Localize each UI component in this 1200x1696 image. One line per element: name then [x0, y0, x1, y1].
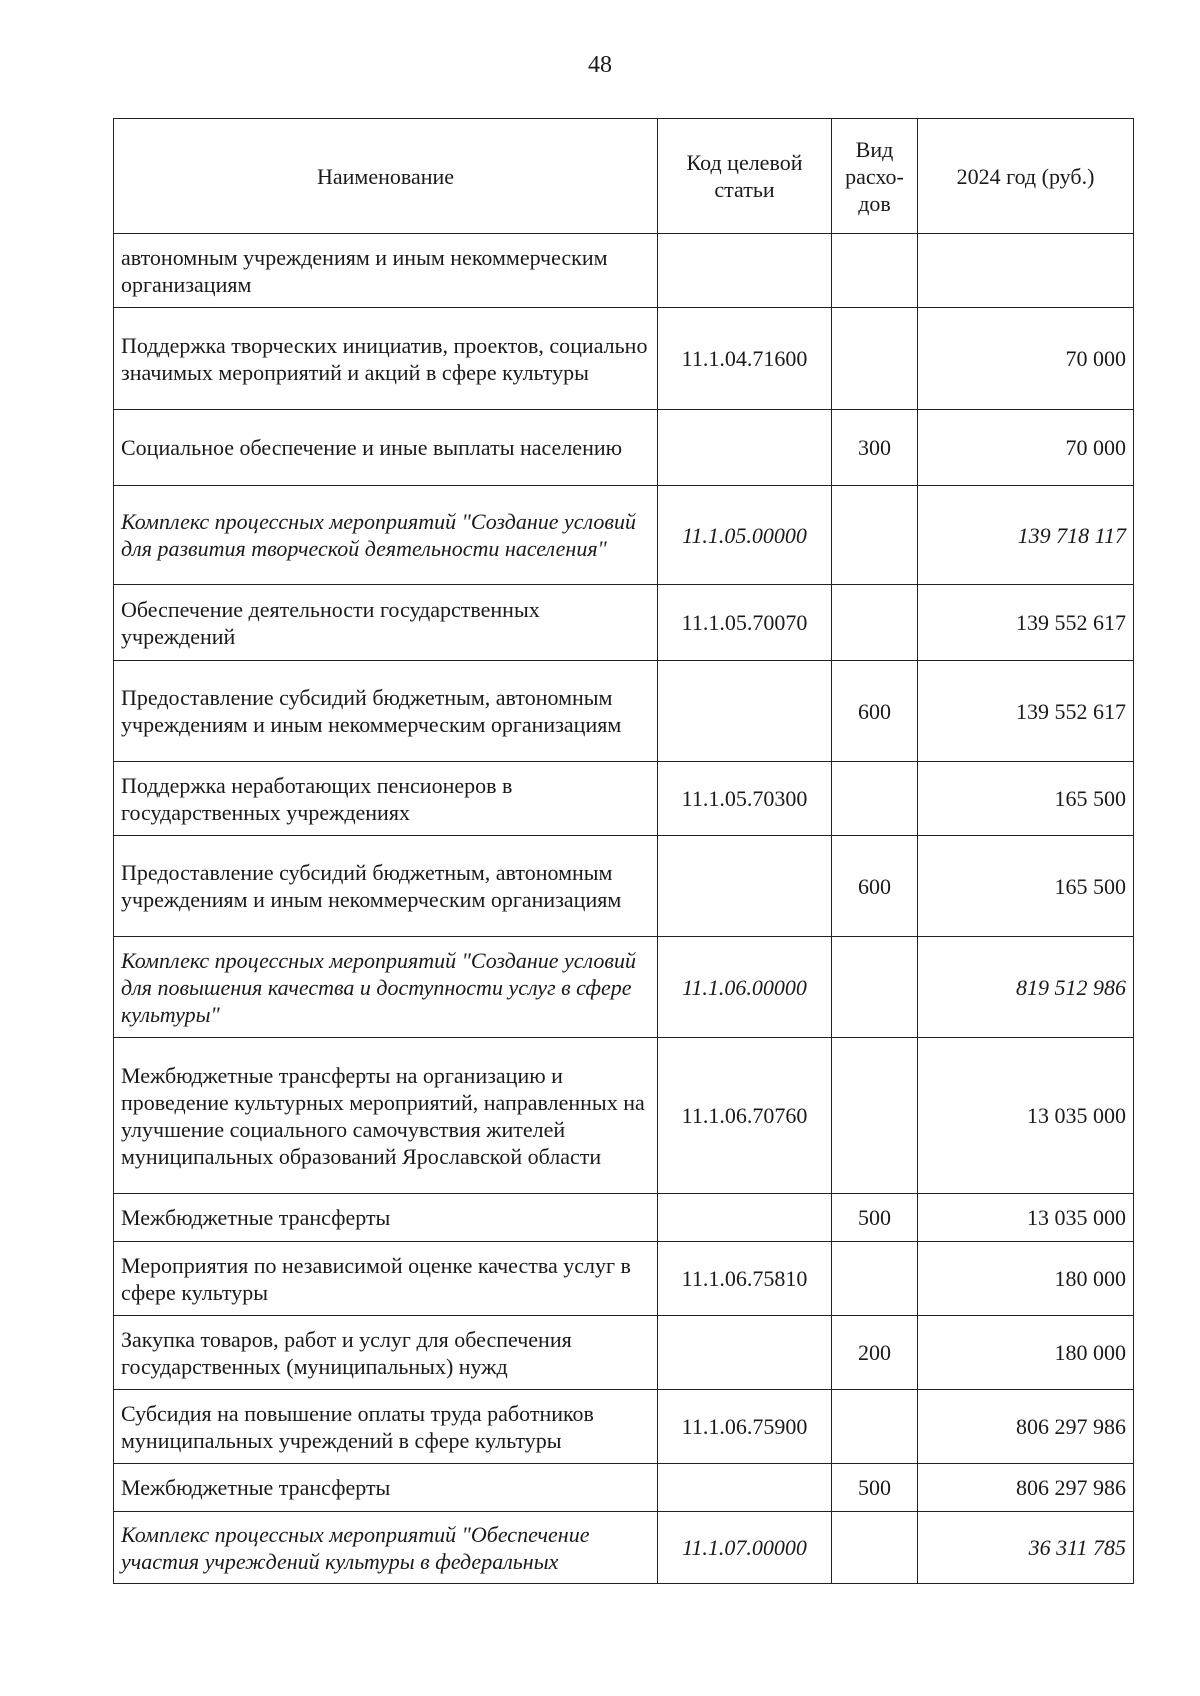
row-sum: 165 500: [918, 836, 1134, 937]
row-sum: 180 000: [918, 1242, 1134, 1316]
table-row: [114, 1194, 1134, 1242]
row-sum: 819 512 986: [918, 937, 1134, 1038]
row-type: [832, 1038, 918, 1194]
row-code: 11.1.05.70070: [658, 585, 832, 661]
header-name: Наименование: [114, 119, 658, 234]
row-code: 11.1.06.75810: [658, 1242, 832, 1316]
row-type: 200: [832, 1316, 918, 1390]
row-type: 600: [832, 661, 918, 762]
row-type: [832, 234, 918, 308]
row-sum: 70 000: [918, 410, 1134, 486]
table-row: [114, 1316, 1134, 1390]
row-code: [658, 234, 832, 308]
row-code: [658, 1464, 832, 1512]
row-sum: 806 297 986: [918, 1390, 1134, 1464]
row-sum: [918, 234, 1134, 308]
row-sum: 806 297 986: [918, 1464, 1134, 1512]
row-code: 11.1.07.00000: [658, 1512, 832, 1584]
table-row: [114, 661, 1134, 762]
table-row: [114, 1390, 1134, 1464]
row-code: [658, 410, 832, 486]
header-sum: 2024 год (руб.): [918, 119, 1134, 234]
row-code: 11.1.05.00000: [658, 486, 832, 585]
row-name: Поддержка неработающих пенсионеров в государственных учреждениях: [114, 762, 658, 836]
table-row: [114, 836, 1134, 937]
table-row: [114, 234, 1134, 308]
header-code: Код целевой статьи: [658, 119, 832, 234]
table-header-row: [114, 119, 1134, 234]
row-type: [832, 585, 918, 661]
row-sum: 36 311 785: [918, 1512, 1134, 1584]
row-type: [832, 937, 918, 1038]
row-name: Поддержка творческих инициатив, проектов, социально значимых мероприятий и акций в сфере культуры: [114, 308, 658, 410]
row-type: [832, 486, 918, 585]
row-name: Комплекс процессных мероприятий "Создание условий для развития творческой деятельности населения": [114, 486, 658, 585]
row-type: [832, 1242, 918, 1316]
table-row: [114, 585, 1134, 661]
row-code: 11.1.06.70760: [658, 1038, 832, 1194]
table-body: [114, 234, 1134, 1584]
row-name: Обеспечение деятельности государственных учреждений: [114, 585, 658, 661]
row-code: [658, 836, 832, 937]
row-name: Субсидия на повышение оплаты труда работников муниципальных учреждений в сфере культуры: [114, 1390, 658, 1464]
row-code: 11.1.06.75900: [658, 1390, 832, 1464]
row-name: Предоставление субсидий бюджетным, автономным учреждениям и иным некоммерческим организациям: [114, 836, 658, 937]
row-type: [832, 308, 918, 410]
row-sum: 139 552 617: [918, 585, 1134, 661]
row-code: 11.1.04.71600: [658, 308, 832, 410]
row-name: Межбюджетные трансферты на организацию и проведение культурных мероприятий, направленных на улучшение социального самочувствия жителей муниципальных образований Ярославской области: [114, 1038, 658, 1194]
table-row: [114, 1038, 1134, 1194]
row-name: Комплекс процессных мероприятий "Создание условий для повышения качества и доступности услуг в сфере культуры": [114, 937, 658, 1038]
row-code: [658, 1194, 832, 1242]
row-code: 11.1.05.70300: [658, 762, 832, 836]
table-row: [114, 1464, 1134, 1512]
row-type: 300: [832, 410, 918, 486]
row-type: [832, 762, 918, 836]
row-type: [832, 1390, 918, 1464]
row-sum: 139 718 117: [918, 486, 1134, 585]
row-sum: 70 000: [918, 308, 1134, 410]
row-type: 500: [832, 1194, 918, 1242]
table-row: [114, 486, 1134, 585]
row-sum: 165 500: [918, 762, 1134, 836]
row-name: автономным учреждениям и иным некоммерческим организациям: [114, 234, 658, 308]
table-row: [114, 1242, 1134, 1316]
table-row: [114, 410, 1134, 486]
row-name: Закупка товаров, работ и услуг для обеспечения государственных (муниципальных) нужд: [114, 1316, 658, 1390]
row-name: Комплекс процессных мероприятий "Обеспечение участия учреждений культуры в федеральных: [114, 1512, 658, 1584]
row-sum: 180 000: [918, 1316, 1134, 1390]
page-number: 48: [588, 52, 612, 78]
row-name: Социальное обеспечение и иные выплаты населению: [114, 410, 658, 486]
row-sum: 13 035 000: [918, 1194, 1134, 1242]
row-code: 11.1.06.00000: [658, 937, 832, 1038]
table-row: [114, 1512, 1134, 1584]
table-row: [114, 937, 1134, 1038]
row-sum: 13 035 000: [918, 1038, 1134, 1194]
table-row: [114, 762, 1134, 836]
row-name: Межбюджетные трансферты: [114, 1464, 658, 1512]
row-type: 600: [832, 836, 918, 937]
row-type: 500: [832, 1464, 918, 1512]
budget-table: [113, 118, 1134, 1584]
row-type: [832, 1512, 918, 1584]
row-name: Предоставление субсидий бюджетным, автономным учреждениям и иным некоммерческим организациям: [114, 661, 658, 762]
row-name: Мероприятия по независимой оценке качества услуг в сфере культуры: [114, 1242, 658, 1316]
table-row: [114, 308, 1134, 410]
row-sum: 139 552 617: [918, 661, 1134, 762]
row-code: [658, 1316, 832, 1390]
row-code: [658, 661, 832, 762]
row-name: Межбюджетные трансферты: [114, 1194, 658, 1242]
header-type: Вид расхо-дов: [832, 119, 918, 234]
